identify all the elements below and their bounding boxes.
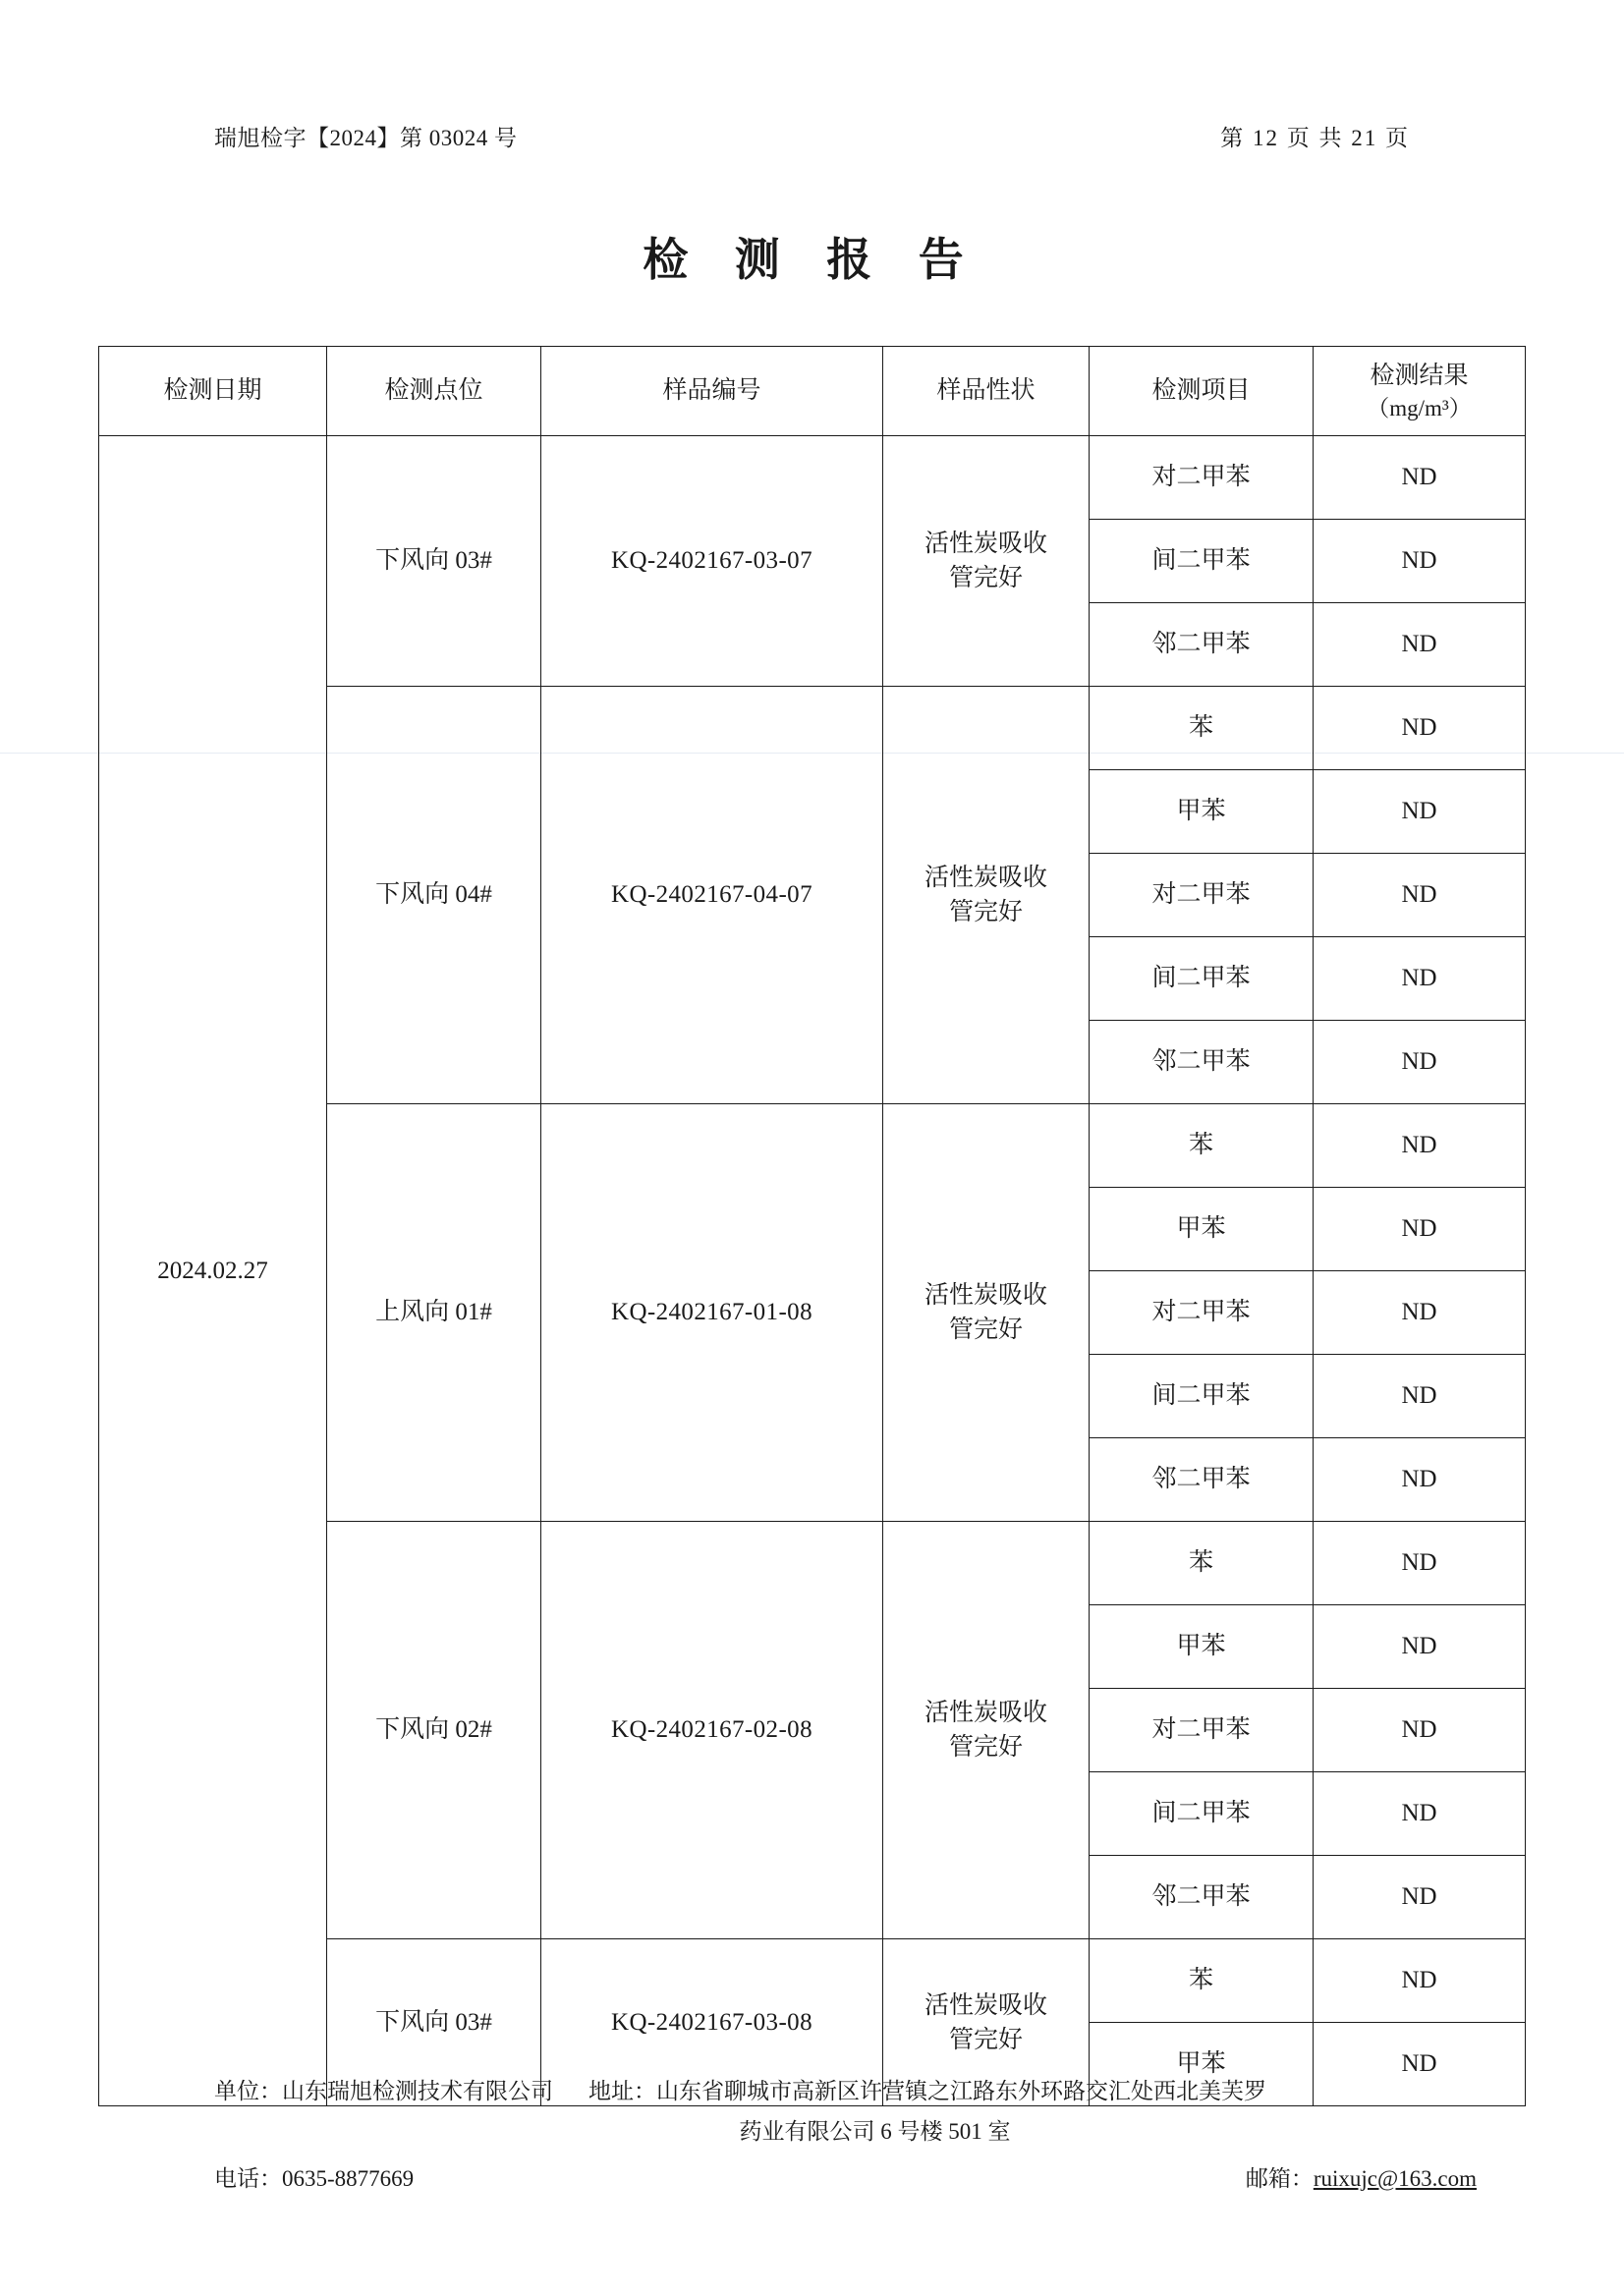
cell-test-result: ND xyxy=(1314,1772,1526,1856)
cell-sample-code: KQ-2402167-01-08 xyxy=(541,1104,883,1522)
cell-sample-property-line2: 管完好 xyxy=(948,899,1023,925)
column-header-date: 检测日期 xyxy=(99,347,327,436)
cell-sample-code: KQ-2402167-03-08 xyxy=(541,1939,883,2106)
cell-sample-code: KQ-2402167-04-07 xyxy=(541,687,883,1104)
cell-sample-property xyxy=(883,1104,1090,1522)
page-indicator: 第 12 页 共 21 页 xyxy=(1220,126,1410,150)
cell-test-result: ND xyxy=(1314,520,1526,603)
cell-test-result: ND xyxy=(1314,1939,1526,2023)
cell-test-result: ND xyxy=(1314,854,1526,937)
cell-test-result: ND xyxy=(1314,1438,1526,1522)
cell-test-item: 间二甲苯 xyxy=(1090,1772,1314,1856)
cell-test-result: ND xyxy=(1314,1856,1526,1939)
cell-sample-property xyxy=(883,1522,1090,1939)
footer-address: 地址：山东省聊城市高新区许营镇之江路东外环路交汇处西北美芙罗 xyxy=(588,2079,1266,2103)
cell-test-result: ND xyxy=(1314,436,1526,520)
cell-test-result: ND xyxy=(1314,1271,1526,1355)
column-header-point: 检测点位 xyxy=(327,347,541,436)
cell-test-item: 甲苯 xyxy=(1090,2023,1314,2106)
cell-test-result: ND xyxy=(1314,1188,1526,1271)
cell-test-item: 邻二甲苯 xyxy=(1090,1021,1314,1104)
cell-sample-code: KQ-2402167-03-07 xyxy=(541,436,883,687)
cell-test-result: ND xyxy=(1314,2023,1526,2106)
cell-test-item: 苯 xyxy=(1090,1522,1314,1605)
cell-test-item: 邻二甲苯 xyxy=(1090,603,1314,687)
footer-company: 单位：山东瑞旭检测技术有限公司 xyxy=(214,2079,553,2103)
cell-test-result: ND xyxy=(1314,1104,1526,1188)
cell-test-item: 对二甲苯 xyxy=(1090,436,1314,520)
report-number: 瑞旭检字【2024】第 03024 号 xyxy=(214,126,518,150)
cell-sample-property-line1: 活性炭吸收 xyxy=(924,1991,1047,2019)
footer-address-line2: 药业有限公司 6 号楼 501 室 xyxy=(739,2119,1011,2145)
cell-sample-property xyxy=(883,436,1090,687)
cell-test-result: ND xyxy=(1314,603,1526,687)
cell-test-point: 下风向 03# xyxy=(327,1939,541,2106)
cell-test-result: ND xyxy=(1314,1355,1526,1438)
cell-test-item: 苯 xyxy=(1090,1939,1314,2023)
page-title: 检 测 报 告 xyxy=(643,235,981,285)
table-header-row xyxy=(99,347,1526,436)
cell-test-result: ND xyxy=(1314,687,1526,770)
cell-test-result: ND xyxy=(1314,1689,1526,1772)
results-table xyxy=(98,346,1526,2106)
cell-sample-property-line2: 管完好 xyxy=(948,1734,1023,1761)
cell-test-result: ND xyxy=(1314,1021,1526,1104)
cell-test-result: ND xyxy=(1314,1605,1526,1689)
cell-test-date: 2024.02.27 xyxy=(99,436,327,2106)
cell-test-item: 间二甲苯 xyxy=(1090,937,1314,1021)
footer-phone: 电话：0635-8877669 xyxy=(214,2165,415,2191)
cell-sample-property-line2: 管完好 xyxy=(948,2026,1023,2053)
cell-sample-property-line2: 管完好 xyxy=(948,1316,1023,1343)
page-footer xyxy=(214,2071,1477,2199)
cell-sample-code: KQ-2402167-02-08 xyxy=(541,1522,883,1939)
cell-test-result: ND xyxy=(1314,937,1526,1021)
cell-test-point: 上风向 01# xyxy=(327,1104,541,1522)
cell-test-item: 邻二甲苯 xyxy=(1090,1438,1314,1522)
cell-test-item: 对二甲苯 xyxy=(1090,1689,1314,1772)
cell-sample-property-line1: 活性炭吸收 xyxy=(924,1282,1047,1309)
page-header xyxy=(214,120,1410,152)
cell-test-item: 甲苯 xyxy=(1090,770,1314,854)
footer-company-address xyxy=(214,2071,1477,2111)
cell-test-point: 下风向 03# xyxy=(327,436,541,687)
cell-test-item: 甲苯 xyxy=(1090,1605,1314,1689)
cell-sample-property-line1: 活性炭吸收 xyxy=(924,865,1047,891)
cell-test-point: 下风向 02# xyxy=(327,1522,541,1939)
cell-sample-property xyxy=(883,687,1090,1104)
column-header-sample-property: 样品性状 xyxy=(883,347,1090,436)
cell-test-item: 邻二甲苯 xyxy=(1090,1856,1314,1939)
table-row xyxy=(99,436,1526,520)
cell-test-item: 对二甲苯 xyxy=(1090,854,1314,937)
column-header-result xyxy=(1314,347,1526,436)
cell-test-result: ND xyxy=(1314,770,1526,854)
cell-test-point: 下风向 04# xyxy=(327,687,541,1104)
footer-email-label: 邮箱： xyxy=(1245,2165,1314,2191)
column-header-test-item: 检测项目 xyxy=(1090,347,1314,436)
cell-sample-property-line1: 活性炭吸收 xyxy=(924,1700,1047,1726)
cell-test-result: ND xyxy=(1314,1522,1526,1605)
cell-test-item: 间二甲苯 xyxy=(1090,520,1314,603)
cell-sample-property-line2: 管完好 xyxy=(948,565,1023,591)
cell-test-item: 对二甲苯 xyxy=(1090,1271,1314,1355)
cell-sample-property-line1: 活性炭吸收 xyxy=(924,531,1047,557)
cell-test-item: 间二甲苯 xyxy=(1090,1355,1314,1438)
column-header-result-unit: （mg/m³） xyxy=(1367,395,1472,420)
cell-test-item: 甲苯 xyxy=(1090,1188,1314,1271)
footer-email-block xyxy=(1246,2158,1477,2199)
column-header-sample-code: 样品编号 xyxy=(541,347,883,436)
cell-test-item: 苯 xyxy=(1090,687,1314,770)
cell-test-item: 苯 xyxy=(1090,1104,1314,1188)
results-table-container xyxy=(98,346,1525,2106)
column-header-result-label: 检测结果 xyxy=(1370,362,1469,389)
footer-email-value: ruixujc@163.com xyxy=(1313,2165,1477,2191)
